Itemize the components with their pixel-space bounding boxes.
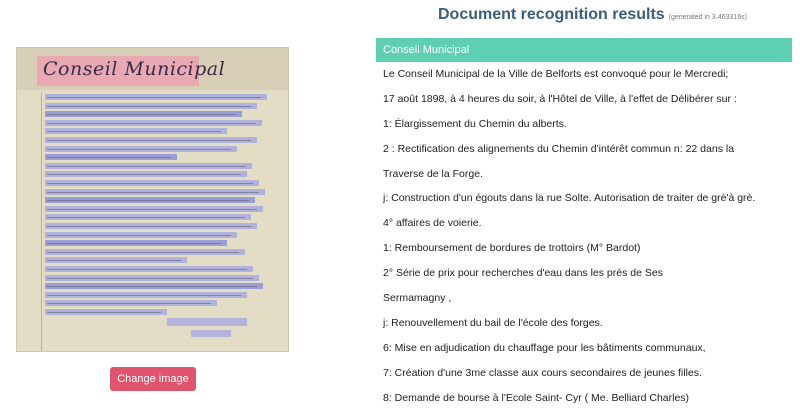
recognized-line: 17 août 1898, à 4 heures du soir, à l'Hôtel de Ville, à l'effet de Délibérer sur : (383, 92, 737, 105)
document-ink-stroke (47, 106, 251, 107)
generation-time: (generated in 3.463316s) (668, 14, 747, 21)
document-ink-stroke (47, 123, 256, 124)
recognized-line: 6: Mise en adjudication du chauffage pour les bâtiments communaux, (383, 341, 706, 354)
document-ink-stroke (47, 200, 249, 201)
results-panel (360, 0, 800, 415)
document-ink-stroke (47, 252, 239, 253)
image-panel (0, 0, 360, 415)
document-ink-stroke (47, 286, 257, 287)
recognized-line: j: Renouvellement du bail de l'école des forges. (383, 316, 603, 329)
document-ink-stroke (47, 166, 246, 167)
document-ink-stroke (47, 217, 245, 218)
document-ink-stroke (47, 97, 261, 98)
recognized-line: 1: Élargissement du Chemin du alberts. (383, 117, 567, 130)
document-ink-stroke (47, 226, 251, 227)
document-signature-highlight (191, 330, 231, 337)
recognized-line: 2° Série de prix pour recherches d'eau dans les prés de Ses (383, 267, 663, 280)
document-ink-stroke (47, 114, 236, 115)
document-ink-stroke (47, 278, 253, 279)
document-ink-stroke (47, 174, 241, 175)
document-ink-stroke (47, 235, 231, 236)
document-ink-stroke (47, 157, 171, 158)
recognized-line: 2 : Rectification des alignements du Chemin d'intérêt commun n: 22 dans la (383, 142, 735, 155)
document-heading-text: Conseil Municipal (43, 58, 226, 80)
document-ink-stroke (47, 192, 259, 193)
recognized-line: Sermamagny , (383, 292, 452, 305)
document-ink-stroke (47, 140, 251, 141)
document-margin-line (41, 92, 42, 352)
document-ink-stroke (47, 183, 253, 184)
document-ink-stroke (47, 295, 241, 296)
document-ink-stroke (47, 131, 221, 132)
recognized-line: 7: Création d'une 3me classe aux cours secondaires de jeunes filles. (383, 366, 702, 379)
document-ink-stroke (47, 260, 181, 261)
document-ink-stroke (47, 209, 257, 210)
change-image-button[interactable]: Change image (110, 367, 196, 391)
recognized-line: j: Construction d'un égouts dans la rue Solte. Autorisation de traiter de grè'à grè. (383, 192, 756, 205)
document-thumbnail (16, 47, 289, 352)
document-signature-highlight (167, 318, 247, 326)
document-ink-stroke (47, 269, 247, 270)
recognized-line: Le Conseil Municipal de la Ville de Belforts est convoqué pour le Mercredi; (383, 68, 729, 80)
document-ink-stroke (47, 312, 161, 313)
recognized-line: 1: Remboursement de bordures de trottoirs (M° Bardot) (383, 242, 641, 255)
recognized-line: 8: Demande de bourse à l'Ecole Saint- Cyr ( Me. Belliard Charles) (383, 391, 690, 404)
recognized-line: 4° affaires de voierie. (383, 217, 482, 230)
section-header: Conseil Municipal (376, 38, 792, 62)
recognized-text-list (383, 62, 793, 410)
document-ink-stroke (47, 243, 221, 244)
document-ink-stroke (47, 149, 231, 150)
results-title-text: Document recognition results (438, 6, 665, 23)
results-title (438, 6, 747, 24)
recognized-line: Traverse de la Forge. (383, 167, 483, 180)
document-ink-stroke (47, 303, 211, 304)
